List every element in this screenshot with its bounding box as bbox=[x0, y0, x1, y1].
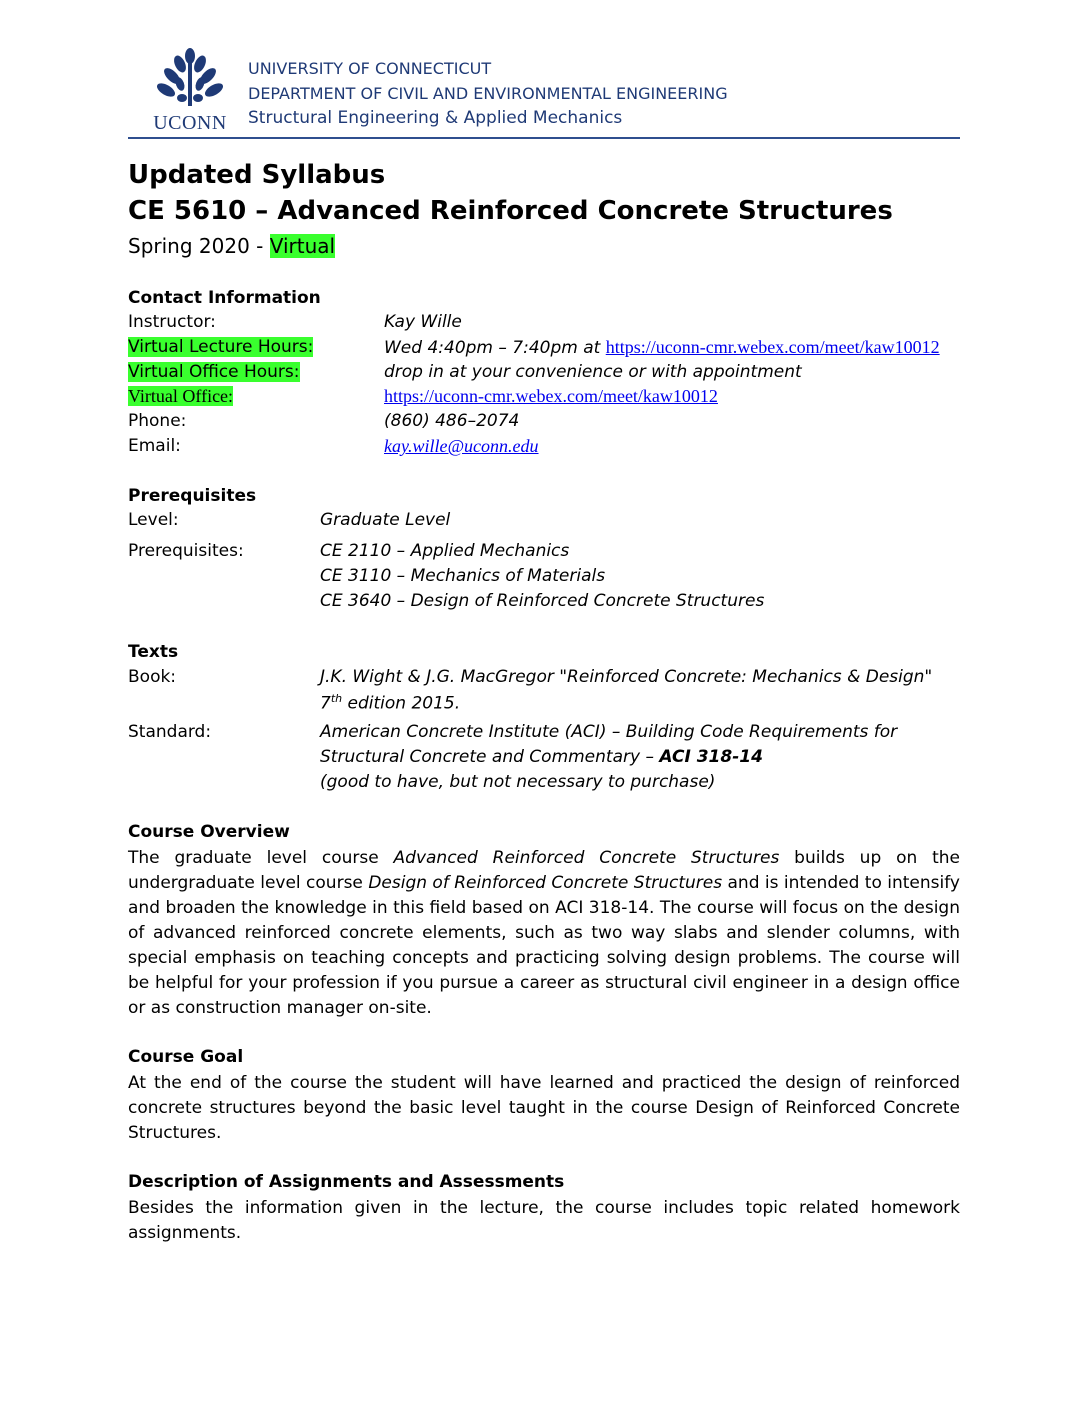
prerequisites-heading: Prerequisites bbox=[128, 486, 257, 506]
prereq-course: CE 2110 – Applied Mechanics bbox=[320, 541, 570, 561]
book-edition bbox=[320, 692, 460, 714]
overview-text-2: builds up on the undergraduate level course bbox=[128, 848, 960, 893]
lecture-hours-value bbox=[384, 337, 940, 358]
prereq-course: CE 3640 – Design of Reinforced Concrete Structures bbox=[320, 591, 765, 611]
virtual-office-label-text: Virtual Office: bbox=[128, 386, 234, 406]
book-label: Book: bbox=[128, 667, 177, 687]
office-hours-label bbox=[128, 362, 300, 382]
email-link[interactable]: kay.wille@uconn.edu bbox=[384, 436, 539, 456]
overview-paragraph bbox=[128, 846, 960, 1021]
lecture-hours-label bbox=[128, 337, 313, 357]
overview-text-3: and is intended to intensify and broaden the knowledge in this field based on ACI 318-14. The course will focus on the design of advanced reinforced concrete elements, such as two way slabs and slender columns, with special emphasis on teaching concepts and practicing solving design problems. The course will be helpful for your profession if you pursue a career as structural civil engineer in a design office or as construction manager on-site. bbox=[128, 873, 960, 1018]
department-name: DEPARTMENT OF CIVIL AND ENVIRONMENTAL ENGINEERING bbox=[248, 84, 728, 103]
phone-label: Phone: bbox=[128, 411, 187, 431]
assignments-heading: Description of Assignments and Assessments bbox=[128, 1172, 565, 1192]
book-title: J.K. Wight & J.G. MacGregor "Reinforced Concrete: Mechanics & Design" bbox=[320, 667, 933, 687]
texts-heading: Texts bbox=[128, 642, 179, 662]
phone-value: (860) 486–2074 bbox=[384, 411, 520, 431]
edition-number: 7 bbox=[320, 693, 331, 714]
standard-code: ACI 318-14 bbox=[659, 747, 763, 767]
goal-paragraph: At the end of the course the student will have learned and practiced the design of reinforced concrete structures beyond the basic level taught in the course Design of Reinforced Concrete Structures. bbox=[128, 1073, 960, 1143]
prerequisites-label: Prerequisites: bbox=[128, 541, 244, 561]
level-value: Graduate Level bbox=[320, 510, 451, 530]
level-label: Level: bbox=[128, 510, 179, 530]
assignments-paragraph: Besides the information given in the lecture, the course includes topic related homework assignments. bbox=[128, 1198, 960, 1243]
instructor-label: Instructor: bbox=[128, 312, 216, 332]
virtual-office-value bbox=[384, 386, 718, 407]
prereq-course: CE 3110 – Mechanics of Materials bbox=[320, 566, 606, 586]
logo-wordmark: UCONN bbox=[153, 112, 227, 134]
virtual-office-label bbox=[128, 386, 233, 407]
term-text: Spring 2020 - bbox=[128, 234, 270, 258]
header-divider bbox=[128, 137, 960, 139]
overview-course-name: Advanced Reinforced Concrete Structures bbox=[393, 848, 780, 868]
standard-note: (good to have, but not necessary to purchase) bbox=[320, 772, 716, 792]
program-name: Structural Engineering & Applied Mechanics bbox=[248, 108, 623, 128]
course-title: CE 5610 – Advanced Reinforced Concrete Structures bbox=[128, 196, 893, 226]
oak-leaf-icon bbox=[154, 48, 226, 110]
email-value bbox=[384, 436, 539, 457]
document-title: Updated Syllabus bbox=[128, 160, 386, 190]
instructor-value: Kay Wille bbox=[384, 312, 462, 332]
standard-line-2 bbox=[320, 747, 763, 767]
term-line bbox=[128, 234, 335, 258]
office-hours-label-text: Virtual Office Hours: bbox=[128, 362, 300, 382]
overview-prior-course: Design of Reinforced Concrete Structures bbox=[368, 873, 723, 893]
standard-line-2-text: Structural Concrete and Commentary – bbox=[320, 747, 660, 767]
uconn-logo bbox=[148, 48, 232, 134]
standard-label: Standard: bbox=[128, 722, 212, 742]
university-name: UNIVERSITY OF CONNECTICUT bbox=[248, 59, 492, 78]
overview-heading: Course Overview bbox=[128, 822, 290, 842]
overview-text-1: The graduate level course bbox=[128, 848, 394, 868]
standard-line-1: American Concrete Institute (ACI) – Building Code Requirements for bbox=[320, 722, 898, 742]
office-webex-link[interactable]: https://uconn-cmr.webex.com/meet/kaw10012 bbox=[384, 386, 718, 406]
contact-heading: Contact Information bbox=[128, 288, 321, 308]
office-hours-value: drop in at your convenience or with appointment bbox=[384, 362, 802, 382]
lecture-hours-label-text: Virtual Lecture Hours: bbox=[128, 337, 314, 357]
lecture-hours-text: Wed 4:40pm – 7:40pm at bbox=[384, 338, 606, 358]
email-label: Email: bbox=[128, 436, 181, 456]
lecture-webex-link[interactable]: https://uconn-cmr.webex.com/meet/kaw10012 bbox=[605, 337, 940, 357]
edition-rest: edition 2015. bbox=[342, 693, 461, 714]
goal-heading: Course Goal bbox=[128, 1047, 244, 1067]
virtual-highlight: Virtual bbox=[269, 234, 336, 258]
edition-suffix: th bbox=[330, 692, 343, 705]
